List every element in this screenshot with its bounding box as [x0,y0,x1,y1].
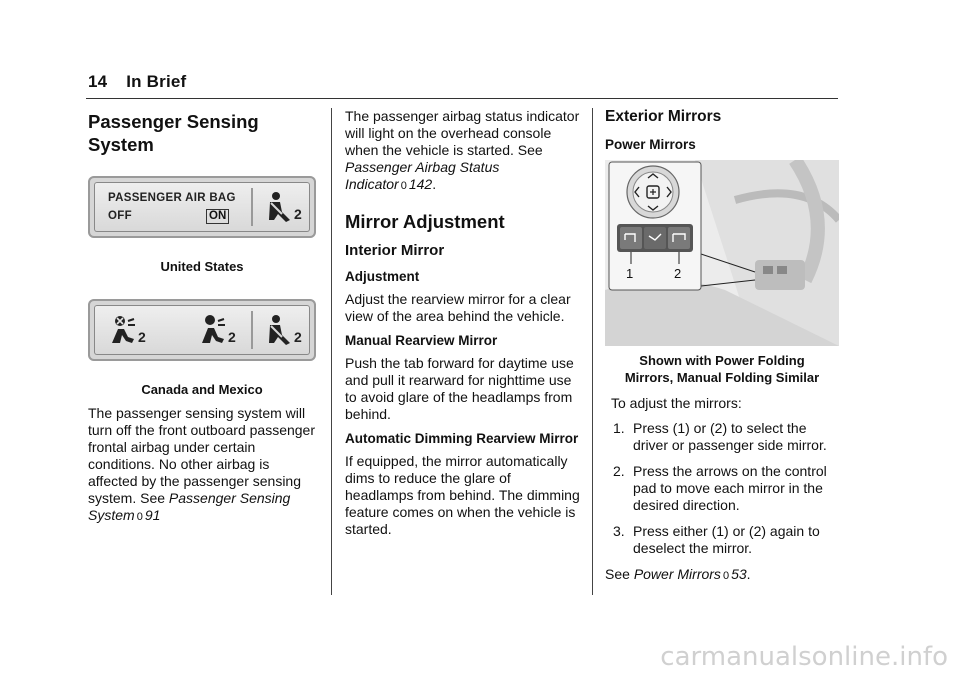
ref-passenger-sensing-system[interactable]: Passenger Sensing System [88,490,291,523]
column-divider-2 [592,108,593,595]
callout-1: 1 [626,266,634,281]
power-mirror-photo [605,160,839,346]
column-1 [88,108,316,156]
page-number: 14 [88,72,108,91]
ref-airbag-status-indicator[interactable]: Passenger Airbag Status Indicator [345,159,500,192]
adjustment-text: Adjust the rearview mirror for a clear view of the area behind the vehicle. [345,291,571,324]
mirror-instructions [605,395,841,593]
mirror-step-1: 1. Press (1) or (2) to select the driver or passenger side mirror. [613,420,827,453]
column-divider-1 [331,108,332,595]
column-3 [605,108,841,159]
header-rule [86,98,838,99]
panel-on-label: ON [206,209,229,224]
column-2: The passenger airbag status indicator will light on the overhead console when the vehicle is started. See Passenger Airbag Status Indicator 0 142. Mirror Adjustment Interior Mirror Adjustment Adjust the rearview mirror for a clear view of the area behind the vehicle. Manual Rearview Mirror Push the tab forward for daytime use and pull it rearward for nighttime use to avoid glare of the headlamps from behind. Automatic Dimming Rearview Mirror If equipped, the mirror automatically dims to reduce the glare of headlamps from behind. The dimming feature comes on when the vehicle is started. [345,108,583,546]
exterior-mirrors-heading: Exterior Mirrors [605,108,722,125]
panel-passenger-air-bag-label: PASSENGER AIR BAG [108,192,236,204]
airbag-off-icon [108,313,142,347]
mirror-adjustment-heading: Mirror Adjustment [345,211,505,232]
seatbelt-occupant-icon-2 [262,313,296,347]
adjustment-heading: Adjustment [345,269,420,284]
auto-dimming-heading: Automatic Dimming Rearview Mirror [345,431,579,446]
mirror-step-3: 3. Press either (1) or (2) again to deselect the mirror. [613,523,820,556]
manual-mirror-text: Push the tab forward for daytime use and pull it rearward for nighttime use to avoid glare of the headlamps from behind. [345,355,574,422]
auto-dimming-text: If equipped, the mirror automatically dims to reduce the glare of headlamps from behind. The dimming feature comes on when the vehicle is started. [345,453,580,537]
ref-power-mirrors[interactable]: Power Mirrors [633,566,721,582]
passenger-sensing-heading: Passenger Sensing System [88,111,259,155]
manual-mirror-heading: Manual Rearview Mirror [345,333,498,348]
airbag-panel-canada: 2 2 2 [88,299,316,361]
panel-off-label: OFF [108,210,132,222]
watermark: carmanualsonline.info [660,642,948,672]
page-header [88,72,186,92]
airbag-panel-us [88,176,316,238]
airbag-on-icon [198,313,232,347]
panel-us-number: 2 [294,206,303,222]
passenger-sensing-body: The passenger sensing system will turn off the front outboard passenger frontal airbag under certain conditions. No other airbag is affected by the passenger sensing system. See Passenger Sensing System 0 91 [88,405,316,523]
caption-united-states: United States [160,259,244,274]
section-title: In Brief [126,72,187,91]
mirror-step-2: 2. Press the arrows on the control pad to move each mirror in the desired direction. [613,463,827,513]
power-mirrors-heading: Power Mirrors [605,137,696,152]
see-power-mirrors: See Power Mirrors 0 53. [605,566,751,582]
callout-2: 2 [674,266,682,281]
mirror-intro: To adjust the mirrors: [611,395,742,411]
mirror-steps-list [605,420,841,557]
caption-canada-mexico: Canada and Mexico [141,382,263,397]
seatbelt-occupant-icon [262,190,296,224]
interior-mirror-heading: Interior Mirror [345,242,445,259]
mirror-photo-caption: Shown with Power Folding Mirrors, Manual Folding Similar [624,353,820,385]
